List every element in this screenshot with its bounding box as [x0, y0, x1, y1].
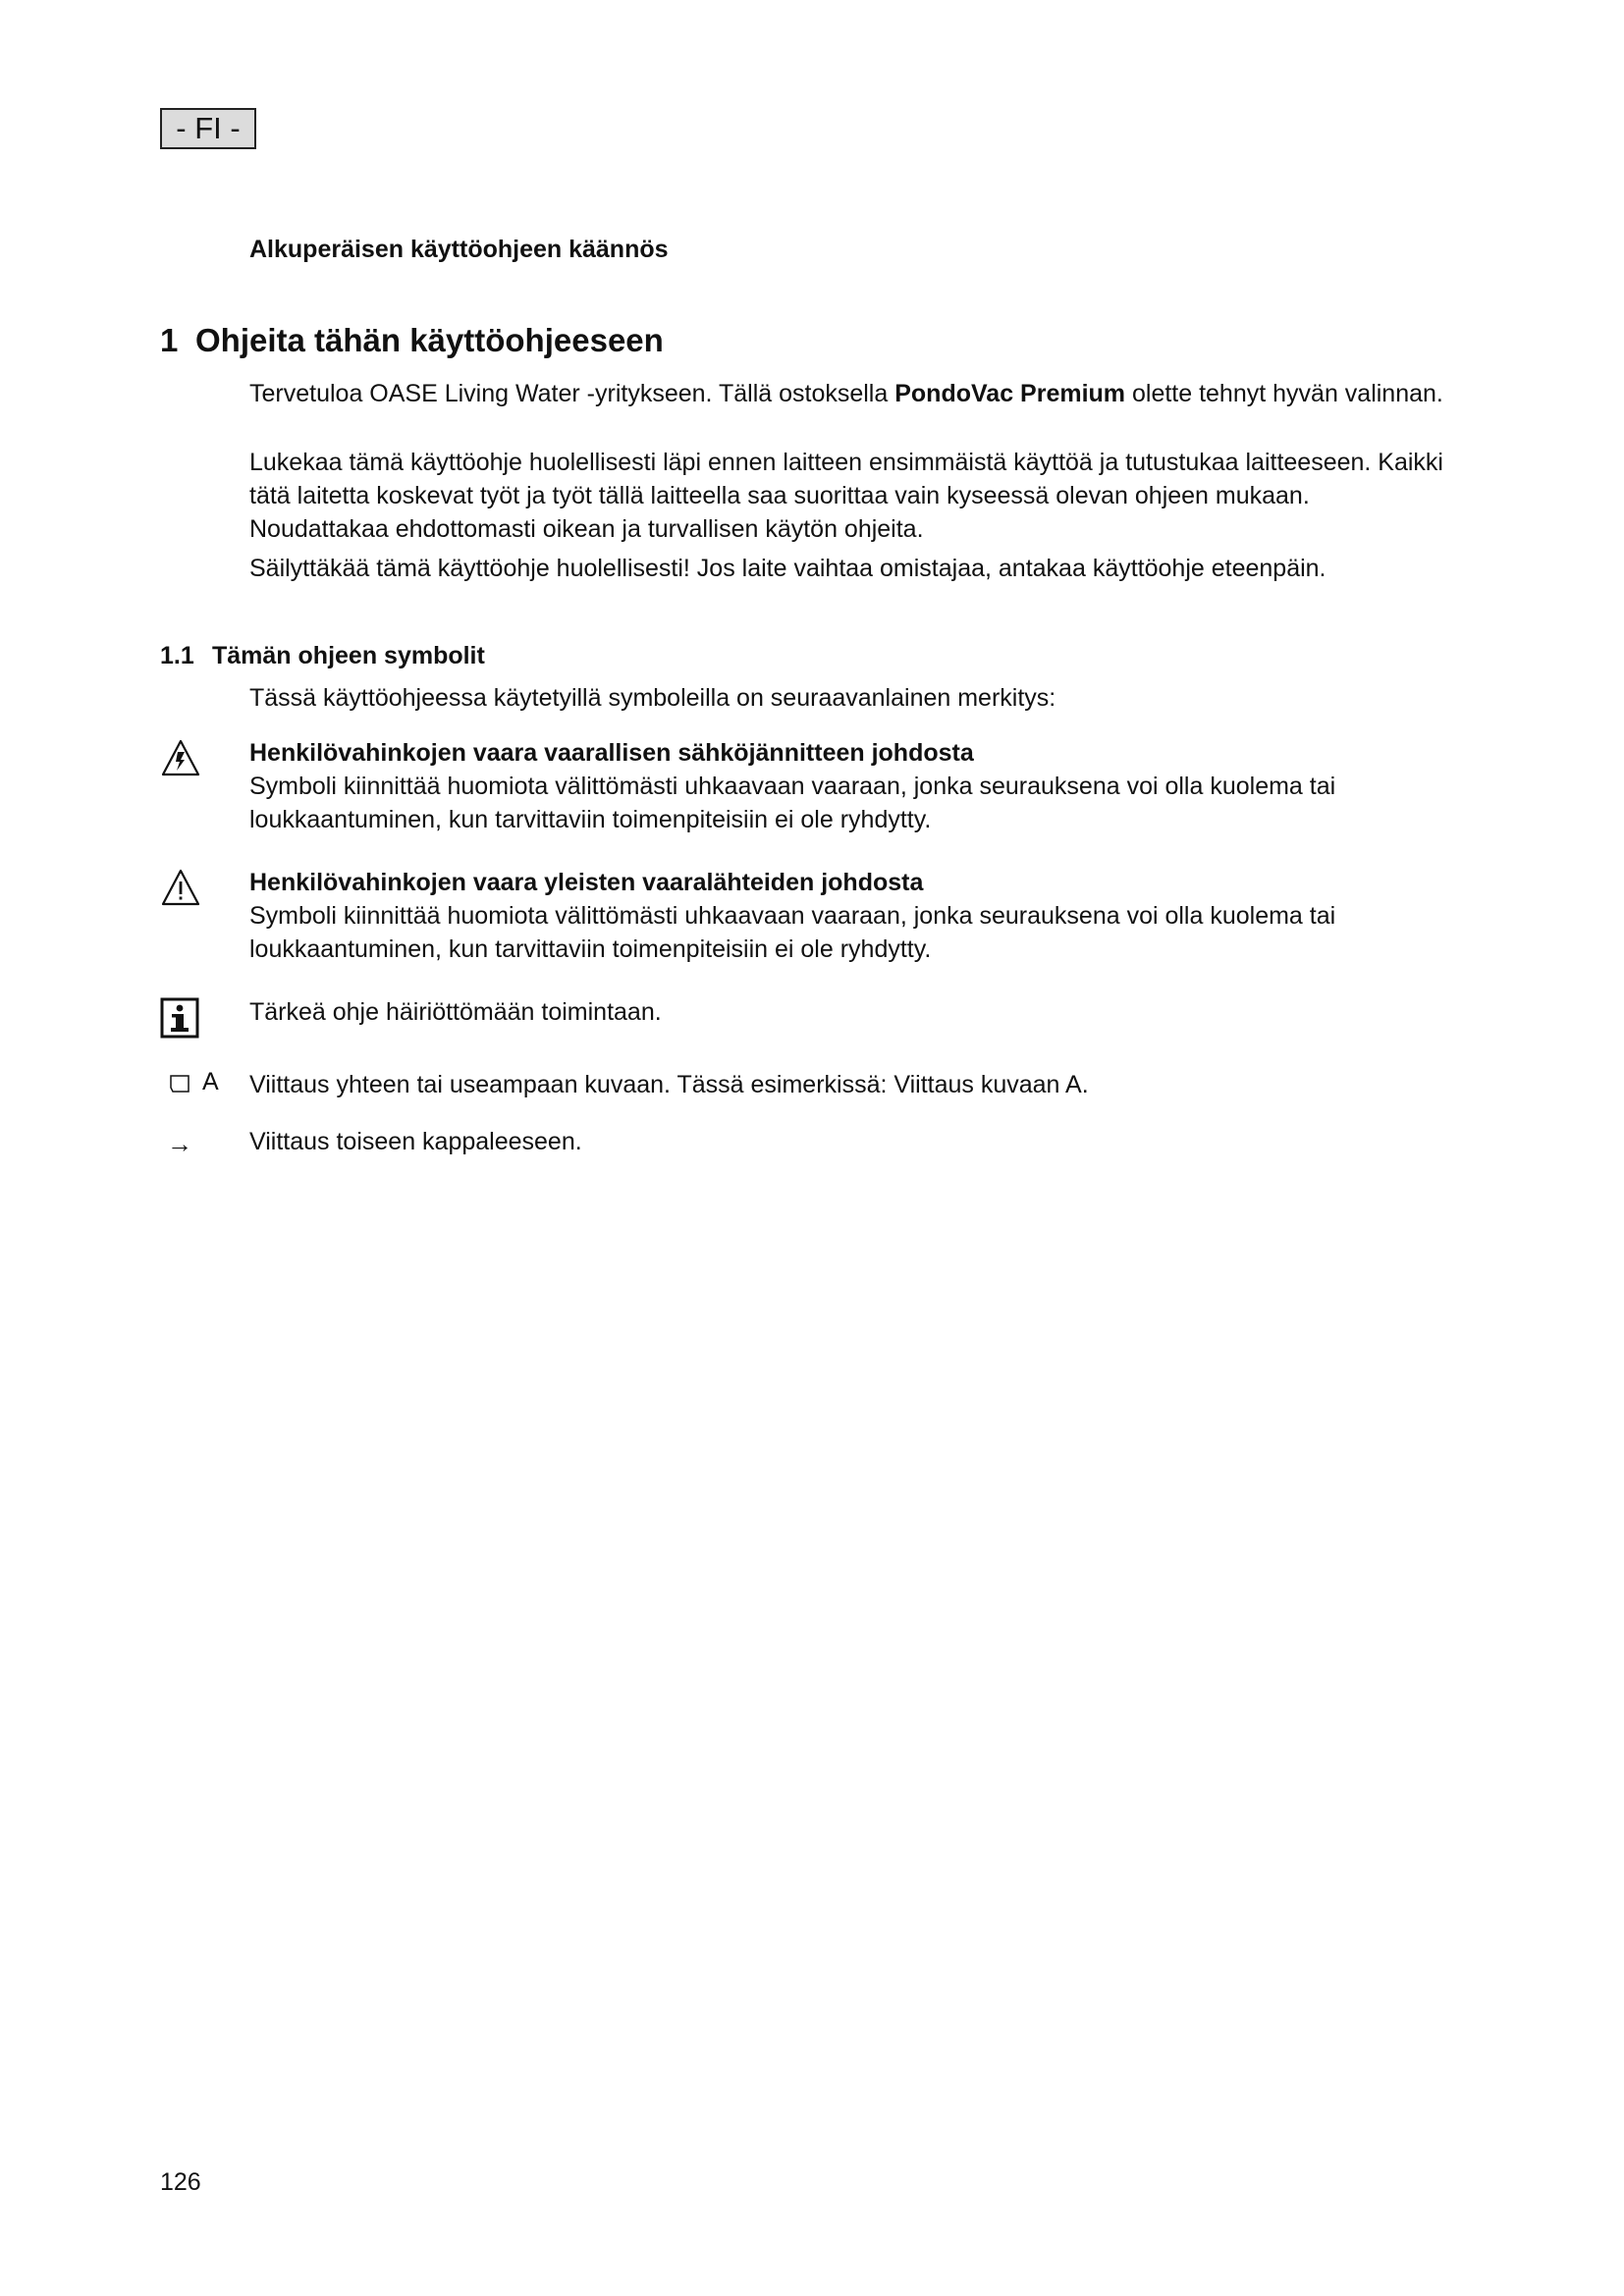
general-hazard-text: Symboli kiinnittää huomiota välittömästi uhkaavaan vaaraan, jonka seurauksena voi olla kuolema tai loukkaantuminen, kun tarvittaviin toimenpiteisiin ei ole ryhdytty. — [249, 902, 1336, 963]
welcome-text-post: olette tehnyt hyvän valinnan. — [1131, 380, 1443, 407]
figure-reference-label: A — [202, 1068, 219, 1095]
figure-reference-icon — [169, 1074, 190, 1094]
section-1-1-heading — [160, 642, 485, 670]
safety-paragraph: Noudattakaa ehdottomasti oikean ja turvallisen käytön ohjeita. — [249, 515, 924, 543]
info-icon — [160, 997, 199, 1039]
section-1-number: 1 — [160, 322, 179, 358]
reading-paragraph: Lukekaa tämä käyttöohje huolellisesti läpi ennen laitteen ensimmäistä käyttöä ja tutustukaa laitteeseen. Kaikki tätä laitetta koskevat työt ja työt tällä laitteella saa suorittaa vain kyseessä olevan ohjeen mukaan. — [249, 449, 1443, 509]
general-hazard-title: Henkilövahinkojen vaara yleisten vaaralähteiden johdosta — [249, 869, 924, 896]
storage-paragraph: Säilyttäkää tämä käyttöohje huolellisesti! Jos laite vaihtaa omistajaa, antakaa käyttöohje eteenpäin. — [249, 555, 1326, 582]
product-name: PondoVac Premium — [894, 380, 1126, 407]
general-hazard-icon — [160, 868, 201, 907]
document-subtitle: Alkuperäisen käyttöohjeen käännös — [249, 236, 669, 263]
figure-reference-text: Viittaus yhteen tai useampaan kuvaan. Tässä esimerkissä: Viittaus kuvaan A. — [249, 1071, 1089, 1098]
page-number: 126 — [160, 2168, 201, 2196]
electrical-hazard-title: Henkilövahinkojen vaara vaarallisen sähköjännitteen johdosta — [249, 739, 974, 767]
electrical-hazard-text: Symboli kiinnittää huomiota välittömästi uhkaavaan vaaraan, jonka seurauksena voi olla kuolema tai loukkaantuminen, kun tarvittaviin toimenpiteisiin ei ole ryhdytty. — [249, 773, 1336, 833]
electrical-hazard-block — [249, 736, 1451, 836]
info-text: Tärkeä ohje häiriöttömään toimintaan. — [249, 998, 662, 1026]
section-1-heading — [160, 322, 664, 359]
language-tag: - FI - — [160, 108, 256, 149]
section-1-title: Ohjeita tähän käyttöohjeeseen — [195, 322, 664, 358]
section-1-1-number: 1.1 — [160, 642, 194, 669]
arrow-right-icon: → — [167, 1129, 192, 1158]
section-reference-text: Viittaus toiseen kappaleeseen. — [249, 1128, 582, 1155]
symbols-intro: Tässä käyttöohjeessa käytetyillä symboleilla on seuraavanlainen merkitys: — [249, 684, 1056, 712]
section-1-1-title: Tämän ohjeen symbolit — [212, 642, 485, 669]
general-hazard-block — [249, 866, 1451, 966]
electrical-hazard-icon — [160, 738, 201, 777]
welcome-text-pre: Tervetuloa OASE Living Water -yritykseen. Tällä ostoksella — [249, 380, 889, 407]
welcome-paragraph — [249, 377, 1451, 410]
